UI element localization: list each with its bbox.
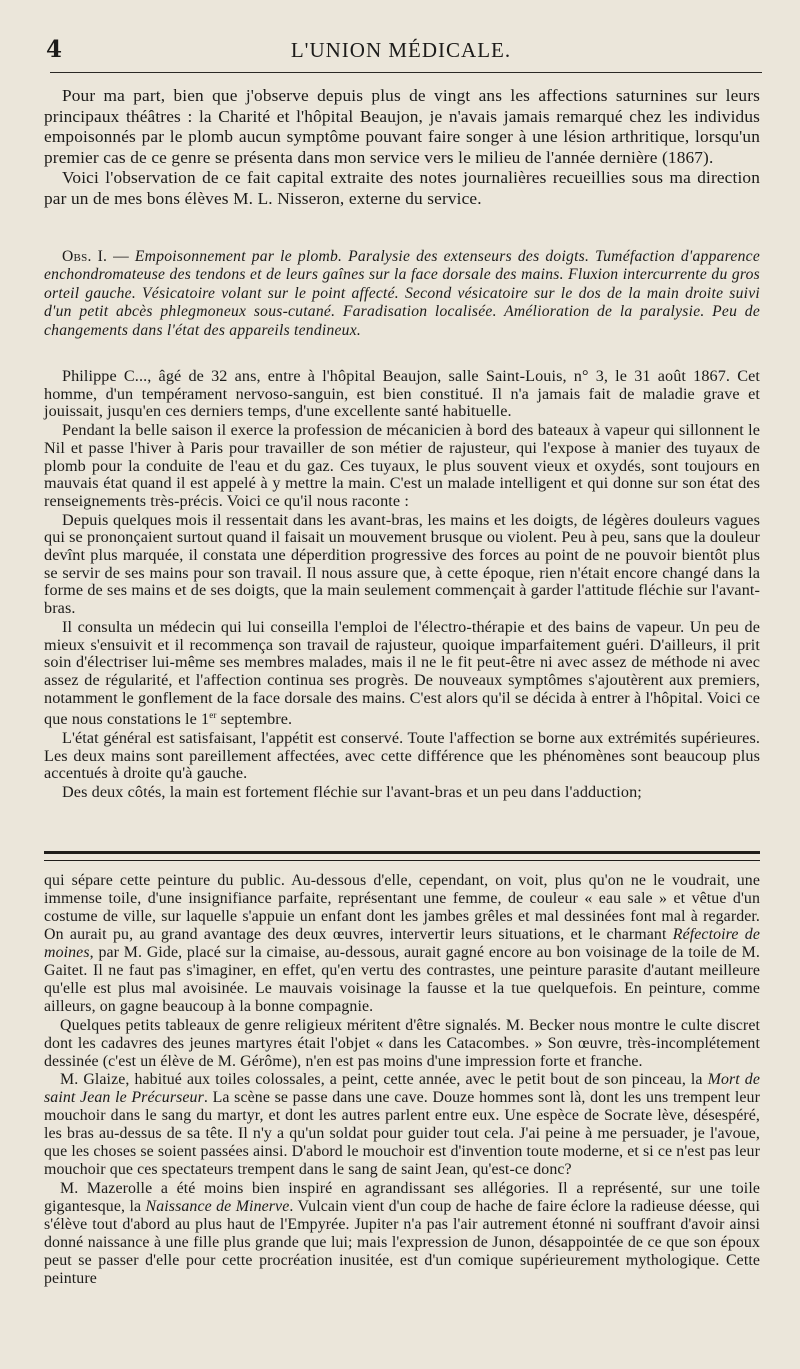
observation-label: Obs. I. bbox=[62, 248, 108, 265]
case-paragraph bbox=[44, 619, 760, 729]
case-paragraph: Depuis quelques mois il ressentait dans les avant-bras, les mains et les doigts, de légères douleurs vagues qui se prononçaient surtout quand il faisait un mouvement brusque ou violent. Peu à peu, sans que la douleur devînt plus marquée, il constata une déperdition progressive des forces au point de ne pouvoir bientôt plus se servir de ses mains pour son travail. Il nous assure que, à cette époque, rien n'était encore changé dans la forme de ses mains et de ses doigts, que la main seulement commençait à garder l'attitude fléchie sur l'avant-bras. bbox=[44, 510, 760, 618]
feuilleton-text: , par M. Gide, placé sur la cimaise, au-dessous, aurait gagné encore au bon voisinage de la toile de M. Gaitet. Il ne faut pas s'imaginer, en effet, qu'en vertu des contrastes, une peinture parasite d'autant meilleure qu'elle est plus mal avoisinée. Le mauvais voisinage la fausse et la tue quelquefois. En peinture, comme ailleurs, on gagne beaucoup à la bonne compagnie. bbox=[44, 943, 760, 1015]
observation-paragraph bbox=[44, 248, 760, 340]
case-report bbox=[44, 368, 760, 803]
case-paragraph: Philippe C..., âgé de 32 ans, entre à l'hôpital Beaujon, salle Saint-Louis, n° 3, le 31 août 1867. Cet homme, d'un tempérament nervoso-sanguin, est bien constitué. Il n'a jamais fait de maladie grave et jouissait, jusqu'en ces derniers temps, d'une excellente santé habituelle. bbox=[44, 367, 760, 421]
case-paragraph: Pendant la belle saison il exerce la profession de mécanicien à bord des bateaux à vapeur qui sillonnent le Nil et passe l'hiver à Paris pour travailler de son métier de rajusteur, qui l'expose à manier des tuyaux de plomb pour la conduite de l'eau et du gaz. Ces tuyaux, le plus souvent vieux et oxydés, sont toujours en mauvais état quand il est appelé à y mettre la main. C'est un malade intelligent et qui donne sur son état des renseignements très-précis. Voici ce qu'il nous raconte : bbox=[44, 421, 760, 510]
feuilleton-separator bbox=[44, 851, 760, 861]
artwork-title: Naissance de Minerve bbox=[145, 1198, 290, 1216]
observation-text: Empoisonnement par le plomb. Paralysie des extenseurs des doigts. Tuméfaction d'apparence enchondromateuse des tendons et de leurs gaînes sur la face dorsale des mains. Fluxion intercurrente du gros orteil gauche. Vésicatoire volant sur le point affecté. Second vésicatoire sur le dos de la main droite suivi d'un petit abcès phlegmoneux sous-cutané. Faradisation localisée. Amélioration de la paralysie. Peu de changements dans l'état des appareils tendineux. bbox=[44, 248, 760, 339]
feuilleton-paragraph bbox=[44, 1180, 760, 1288]
feuilleton-paragraph bbox=[44, 1071, 760, 1179]
feuilleton-section bbox=[44, 872, 760, 1289]
feuilleton-paragraph: Quelques petits tableaux de genre religieux méritent d'être signalés. M. Becker nous montre le culte discret dont les cadavres des jeunes martyres était l'objet « dans les Catacombes. » Son œuvre, très-incomplétement dessinée (c'est un élève de M. Gérôme), n'en est pas moins d'une impression forte et franche. bbox=[44, 1016, 760, 1070]
case-paragraph: L'état général est satisfaisant, l'appétit est conservé. Toute l'affection se borne aux extrémités supérieures. Les deux mains sont pareillement affectées, avec cette différence que les phénomènes sont beaucoup plus accentués à droite qu'à gauche. bbox=[44, 729, 760, 783]
case-paragraph: Des deux côtés, la main est fortement fléchie sur l'avant-bras et un peu dans l'adduction; bbox=[62, 783, 642, 802]
intro-paragraph: Pour ma part, bien que j'observe depuis plus de vingt ans les affections saturnines sur leurs principaux théâtres : la Charité et l'hôpital Beaujon, je n'avais jamais remarqué chez les individus empoisonnés par le plomb aucun symptôme pouvant faire songer à une lésion arthritique, lorsqu'un premier cas de ce genre se présenta dans mon service vers le milieu de l'année dernière (1867). bbox=[44, 86, 760, 167]
artwork-title: Mort de saint Jean le Précurseur bbox=[44, 1071, 761, 1107]
feuilleton-paragraph bbox=[44, 872, 760, 1016]
feuilleton-text: qui sépare cette peinture du public. Au-dessous d'elle, cependant, on voit, plus qu'on ne le voudrait, une immense toile, d'une insignifiance parfaite, représentant une femme, de couleur « eau sale » et vêtue d'un costume de ville, sur laquelle s'appuie un enfant dont les jambes grêles et mal dessinées font mal à regarder. On aurait pu, au grand avantage des deux œuvres, intervertir leurs situations, et le charmant bbox=[44, 872, 760, 943]
artwork-title: Réfectoire de moines bbox=[44, 925, 760, 961]
case-text: Il consulta un médecin qui lui conseilla l'emploi de l'électro-thérapie et des bains de vapeur. Un peu de mieux s'ensuivit et il recommença son travail de rajusteur, quoique imparfaitement guéri. D'ailleurs, il prit soin d'électriser lui-même ses membres malades, mais il ne le fit peut-être ni avec assez de méthode ni avec assez de régularité, et l'affection continua ses progrès. De nouveaux symptômes s'ajoutèrent aux premiers, notamment le gonflement de la face dorsale des mains. C'est alors qu'il se décida à entrer à l'hôpital. Voici ce que nous constations le 1 bbox=[44, 617, 760, 729]
page-header bbox=[40, 36, 762, 66]
feuilleton-text: . La scène se passe dans une cave. Douze hommes sont là, dont les uns trempent leur mouchoir dans le sang du martyr, et dont les autres parlent entre eux. Une espèce de Socrate lève, désespéré, les bras au-dessus de sa tête. Il n'y a qu'un soldat pour guider tout cela. J'ai peine à me persuader, je l'avoue, que les choses se soient passées ainsi. D'abord le mouchoir est d'invention toute moderne, et si ce n'est pas leur mouchoir que ces spectateurs trempent dans le sang de saint Jean, qu'est-ce donc? bbox=[44, 1089, 760, 1179]
header-rule bbox=[50, 72, 762, 73]
observation-dash: — bbox=[107, 248, 135, 265]
feuilleton-text: M. Glaize, habitué aux toiles colossales, a peint, cette année, avec le petit bout de son pinceau, la bbox=[60, 1071, 703, 1089]
intro-section bbox=[44, 86, 760, 210]
case-text: septembre. bbox=[216, 710, 293, 729]
feuilleton-text: M. Mazerolle a été moins bien inspiré en agrandissant ses allégories. Il a représenté, sur une toile gigantesque, la bbox=[44, 1180, 760, 1216]
intro-paragraph: Voici l'observation de ce fait capital extraite des notes journalières recueillies sous ma direction par un de mes bons élèves M. L. Nisseron, externe du service. bbox=[44, 168, 760, 208]
journal-title: L'UNION MÉDICALE. bbox=[290, 38, 512, 62]
page-number: 4 bbox=[46, 36, 63, 63]
ordinal-superscript: er bbox=[209, 710, 217, 721]
feuilleton-text: . Vulcain vient d'un coup de hache de faire éclore la radieuse déesse, qui s'élève tout d'abord au plus haut de l'Empyrée. Jupiter n'a pas l'air autrement étonné ni souffrant d'avoir ainsi donné naissance à une fille plus grande que lui; mais l'expression de Junon, désappointée de ce que son époux peut se passer d'elle pour cette procréation inusitée, est d'un comique supérieurement mythologique. Cette peinture bbox=[44, 1198, 760, 1287]
observation-summary bbox=[44, 248, 760, 340]
